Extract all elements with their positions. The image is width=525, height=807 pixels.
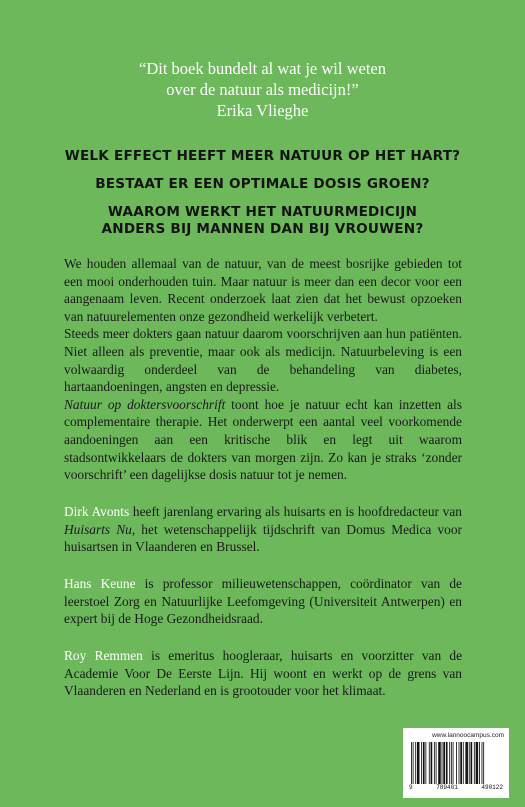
- bio-text: is emeritus hoogleraar, huisarts en voorzitter van de Academie Voor De Eerste Lijn. Hij woont en werkt op de grens van Vlaanderen en Nederland en is grootouder voor het klimaat.: [64, 648, 463, 699]
- bio-hans-keune: [64, 575, 462, 628]
- question-1: [0, 148, 525, 165]
- barcode-digit-prefix: 9: [409, 784, 413, 791]
- barcode-bar: [431, 742, 433, 784]
- barcode-digits: [408, 784, 504, 791]
- question-2: [0, 176, 525, 193]
- description-paragraph-3: [64, 396, 462, 484]
- question-line: ANDERS BIJ MANNEN DAN BIJ VROUWEN?: [101, 221, 424, 237]
- barcode-bar: [438, 742, 441, 784]
- barcode-bar: [421, 742, 422, 784]
- barcode-bar: [453, 742, 454, 784]
- description-paragraph-1: We houden allemaal van de natuur, van de meest bosrijke gebieden tot een mooi onderhouden tuin. Maar natuur is meer dan een decor voor een aangenaam leven. Recent onderzoek laat zien dat het bewust opzoeken van natuurelementen onze gezondheid werkelijk verbetert.: [64, 256, 462, 324]
- book-title: Natuur op doktersvoorschrift: [64, 396, 226, 412]
- barcode-bar: [429, 742, 430, 784]
- author-name: Hans Keune: [64, 576, 136, 591]
- barcode-bar: [471, 742, 473, 784]
- barcode-bar: [443, 742, 445, 784]
- barcode-bar: [423, 742, 425, 784]
- barcode-bar: [483, 742, 484, 784]
- description-paragraph-2: Steeds meer dokters gaan natuur daarom voorschrijven aan hun patiënten. Niet alleen als preventie, maar ook als medicijn. Natuurbeleving is een volwaardig onderdeel van de behandeling van diabetes, hartaandoeningen, angsten en depressie.: [64, 326, 462, 395]
- barcode-bar: [434, 742, 435, 784]
- barcode-bar: [442, 742, 443, 784]
- author-name: Dirk Avonts: [64, 504, 130, 519]
- quote-line-2: over de natuur als medicijn!”: [166, 80, 359, 99]
- bio-roy-remmen: [64, 647, 462, 700]
- bio-dirk-avonts: [64, 503, 462, 556]
- barcode-bar: [459, 742, 460, 784]
- barcode-bar: [417, 742, 420, 784]
- barcode-bar: [451, 742, 452, 784]
- question-line: WELK EFFECT HEEFT MEER NATUUR OP HET HART?: [64, 148, 461, 164]
- question-line: BESTAAT ER EEN OPTIMALE DOSIS GROEN?: [95, 176, 430, 192]
- endorsement-quote: [0, 58, 525, 121]
- barcode: [403, 728, 509, 798]
- questions-block: [0, 148, 525, 249]
- barcode-bar: [474, 742, 475, 784]
- barcode-bar: [446, 742, 448, 784]
- barcode-bar: [436, 742, 437, 784]
- barcode-bar: [415, 742, 416, 784]
- bio-text: heeft jarenlang ervaring als huisarts en is hoofdredacteur van: [129, 504, 462, 519]
- barcode-bar: [460, 742, 462, 784]
- barcode-bar: [476, 742, 479, 784]
- quote-line-1: “Dit boek bundelt al wat je wil weten: [139, 59, 386, 78]
- barcode-bar: [465, 742, 468, 784]
- barcode-bar: [463, 742, 464, 784]
- barcode-bars: [408, 742, 504, 784]
- question-line: WAAROM WERKT HET NATUURMEDICIJN: [107, 204, 418, 220]
- barcode-digit-group-1: 789401: [436, 784, 458, 791]
- barcode-bar: [456, 742, 457, 784]
- journal-title: Huisarts Nu: [64, 521, 132, 537]
- bio-text: , het wetenschappelijk tijdschrift van Domus Medica voor huisartsen in Vlaanderen en Brussel.: [64, 521, 462, 555]
- barcode-bar: [479, 742, 480, 784]
- publisher-url: www.lannoocampus.com: [432, 732, 504, 739]
- question-3: [0, 204, 525, 238]
- book-description: [64, 255, 462, 484]
- barcode-bar: [411, 742, 412, 784]
- barcode-digit-group-2: 490122: [481, 784, 503, 791]
- bio-text: is professor milieuwetenschappen, coördinator van de leerstoel Zorg en Natuurlijke Leefomgeving (Universiteit Antwerpen) en expert bij de Hoge Gezondheidsraad.: [64, 576, 462, 627]
- quote-author: Erika Vlieghe: [216, 101, 309, 120]
- barcode-bar: [449, 742, 450, 784]
- barcode-bar: [413, 742, 414, 784]
- author-name: Roy Remmen: [64, 648, 143, 663]
- description-paragraph-3-text: toont hoe je natuur echt kan inzetten als complementaire therapie. Het onderwerpt een aantal veel voorkomende aandoeningen aan een kritische blik en legt uit waarom stadsontwikkelaars de dokters van morgen zijn. Zo kan je straks ‘zonder voorschrift’ een dagelijkse dosis natuur tot je nemen.: [64, 396, 462, 483]
- barcode-bar: [482, 742, 483, 784]
- barcode-bar: [469, 742, 470, 784]
- barcode-bar: [425, 742, 426, 784]
